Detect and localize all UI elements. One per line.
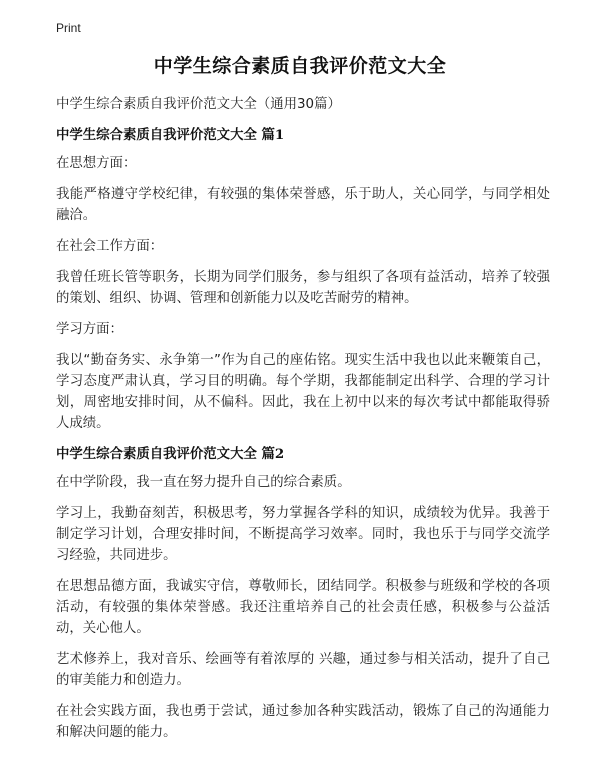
section-heading-2: 中学生综合素质自我评价范文大全 篇2	[56, 446, 285, 462]
paragraph: 在思想品德方面，我诚实守信，尊敬师长，团结同学。积极参与班级和学校的各项活动，有较强的集体荣誉感。我还注重培养自己的社会责任感，积极参与公益活动，关心他人。	[56, 579, 550, 636]
section-heading-1: 中学生综合素质自我评价范文大全 篇1	[56, 127, 285, 143]
document-body	[56, 94, 550, 743]
paragraph: 我能严格遵守学校纪律，有较强的集体荣誉感，乐于助人，关心同学，与同学相处融洽。	[56, 187, 550, 223]
paragraph: 在社会实践方面，我也勇于尝试，通过参加各种实践活动，锻炼了自己的沟通能力和解决问题的能力。	[56, 704, 550, 740]
document-subtitle: 中学生综合素质自我评价范文大全（通用30篇）	[56, 97, 341, 112]
paragraph: 在社会工作方面：	[56, 239, 164, 254]
paragraph: 学习上，我勤奋刻苦，积极思考，努力掌握各学科的知识，成绩较为优异。我善于制定学习计划，合理安排时间，不断提高学习效率。同时，我也乐于与同学交流学习经验，共同进步。	[56, 506, 550, 563]
paragraph: 在思想方面：	[56, 156, 137, 171]
print-link[interactable]: Print	[56, 21, 81, 35]
paragraph: 在中学阶段，我一直在努力提升自己的综合素质。	[56, 475, 351, 490]
paragraph: 我以“勤奋务实、永争第一”作为自己的座佑铭。现实生活中我也以此来鞭策自己，学习态度严肃认真，学习目的明确。每个学期，我都能制定出科学、合理的学习计划，周密地安排时间，从不偏科。因此，我在上初中以来的每次考试中都能取得骄人成绩。	[56, 353, 550, 431]
paragraph: 艺术修养上，我对音乐、绘画等有着浓厚的 兴趣，通过参与相关活动，提升了自己的审美能力和创造力。	[56, 652, 550, 688]
page-title: 中学生综合素质自我评价范文大全	[153, 55, 447, 77]
paragraph: 我曾任班长管等职务，长期为同学们服务，参与组织了各项有益活动，培养了较强的策划、组织、协调、管理和创新能力以及吃苦耐劳的精神。	[56, 270, 550, 306]
paragraph: 学习方面：	[56, 322, 123, 337]
